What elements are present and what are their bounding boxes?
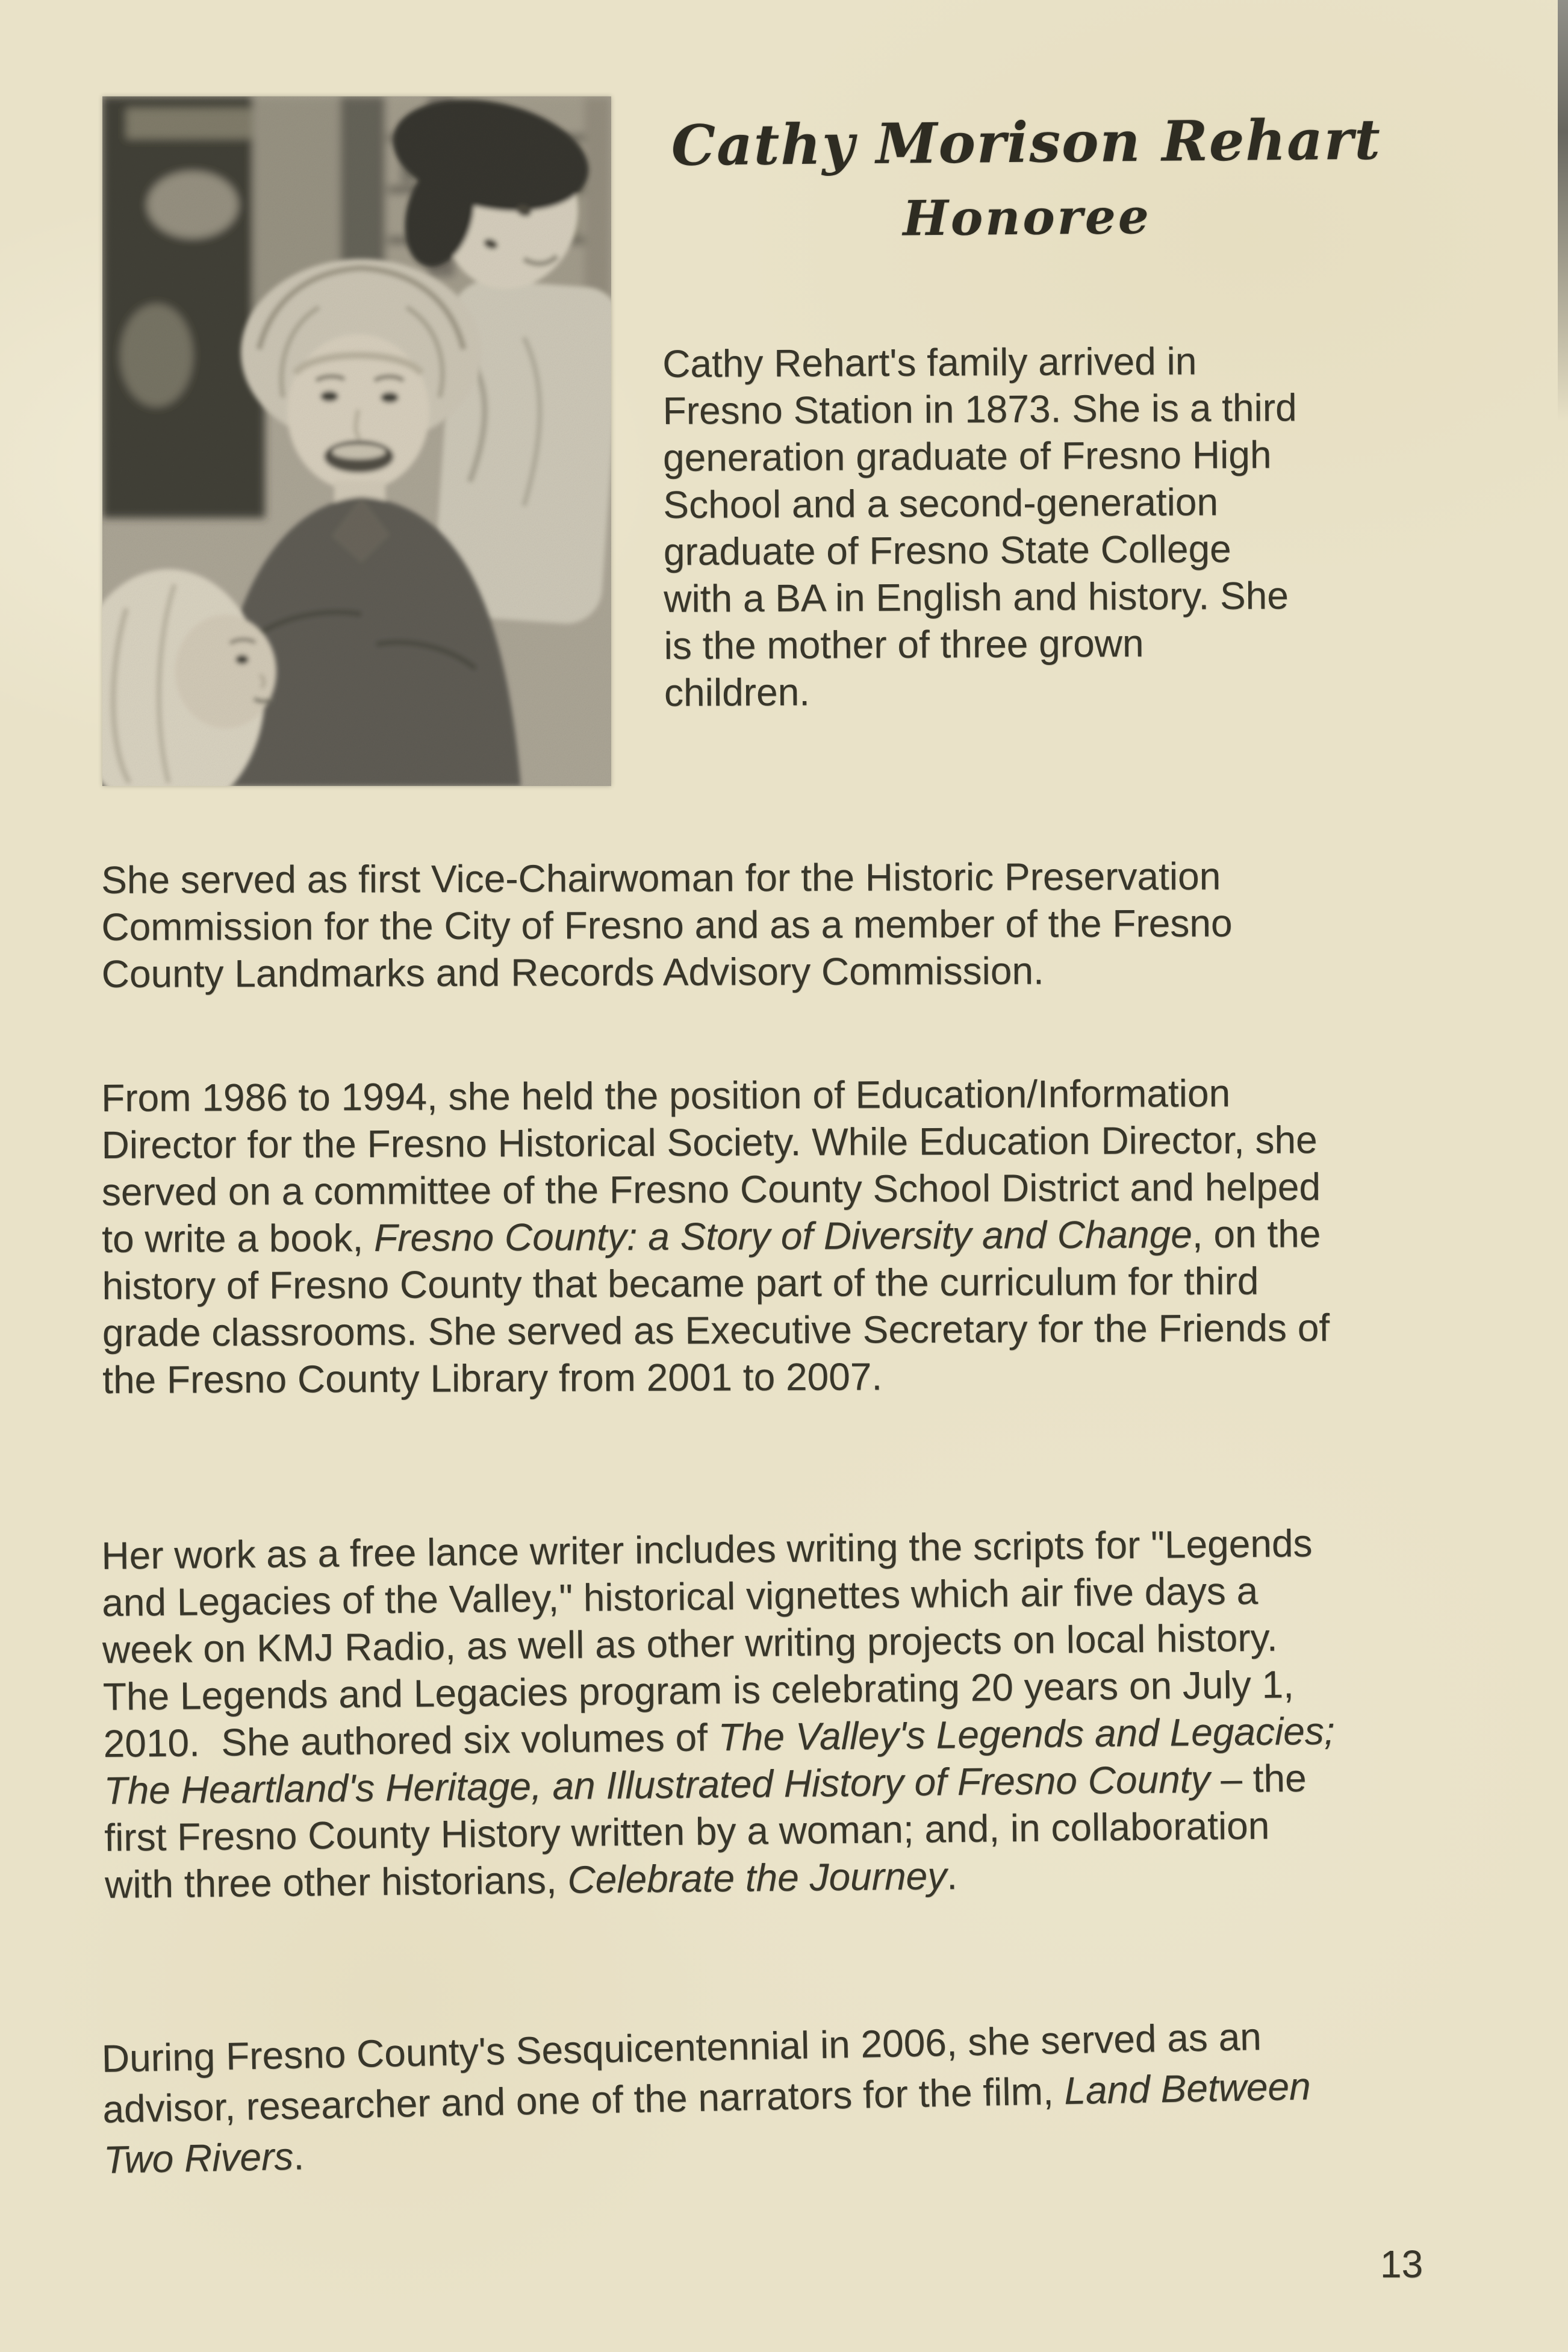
text-line: Cathy Rehart's family arrived in <box>662 339 1197 385</box>
text-line: is the mother of three grown <box>664 621 1144 667</box>
text-line: grade classrooms. She served as Executive Secretary for the Friends of <box>102 1306 1330 1355</box>
paragraph-historical-society <box>101 1068 1487 1403</box>
text-line: During Fresno County's Sesquicentennial in 2006, she served as an <box>101 2015 1262 2080</box>
text-line: history of Fresno County that became part of the curriculum for third <box>102 1259 1259 1308</box>
text-line: the Fresno County Library from 2001 to 2007. <box>102 1355 883 1402</box>
text-line: Her work as a free lance writer includes writing the scripts for "Legends <box>101 1521 1313 1577</box>
text-line: served on a committee of the Fresno County School District and helped <box>101 1165 1321 1214</box>
text-line: first Fresno County History written by a woman; and, in collaboration <box>104 1803 1270 1859</box>
text-line: She served as first Vice-Chairwoman for the Historic Preservation <box>101 854 1221 902</box>
scan-edge-shadow <box>1558 0 1568 440</box>
page-number: 13 <box>1380 2242 1423 2286</box>
text-line: County Landmarks and Records Advisory Commission. <box>101 949 1044 996</box>
text-line: The Heartland's Heritage, an Illustrated History of Fresno County – the <box>104 1756 1307 1812</box>
text-line: to write a book, Fresno County: a Story of Diversity and Change, on the <box>102 1212 1321 1261</box>
text-line: and Legacies of the Valley," historical vignettes which air five days a <box>101 1568 1258 1624</box>
honoree-photo <box>102 96 611 786</box>
text-line: children. <box>664 670 810 714</box>
text-line: Director for the Fresno Historical Society. While Education Director, she <box>101 1118 1318 1167</box>
honoree-header <box>662 109 1392 249</box>
text-line: advisor, researcher and one of the narrators for the film, Land Between <box>102 2064 1311 2131</box>
text-line: Two Rivers. <box>103 2134 305 2182</box>
text-line: The Legends and Legacies program is celebrating 20 years on July 1, <box>102 1662 1295 1718</box>
page-subtitle: Honoree <box>902 188 1152 247</box>
paragraph-commissions <box>101 852 1487 997</box>
text-line: Commission for the City of Fresno and as a member of the Fresno <box>101 901 1233 949</box>
page-title: Cathy Morison Rehart <box>671 107 1382 178</box>
text-line: 2010. She authored six volumes of The Valley's Legends and Legacies; <box>103 1709 1335 1765</box>
text-line: week on KMJ Radio, as well as other writing projects on local history. <box>102 1615 1278 1671</box>
text-line: with three other historians, Celebrate the Journey. <box>104 1854 958 1906</box>
honoree-photo-illustration <box>102 96 611 786</box>
paragraph-sesquicentennial <box>101 2007 1489 2185</box>
text-line: School and a second-generation <box>663 480 1219 526</box>
paragraph-freelance-writing <box>101 1518 1490 1908</box>
text-line: with a BA in English and history. She <box>664 573 1289 620</box>
text-line: graduate of Fresno State College <box>663 527 1231 573</box>
text-line: Fresno Station in 1873. She is a third <box>662 385 1297 432</box>
text-line: generation graduate of Fresno High <box>662 432 1272 479</box>
intro-paragraph <box>662 336 1423 716</box>
text-line: From 1986 to 1994, she held the position of Education/Information <box>101 1071 1231 1120</box>
